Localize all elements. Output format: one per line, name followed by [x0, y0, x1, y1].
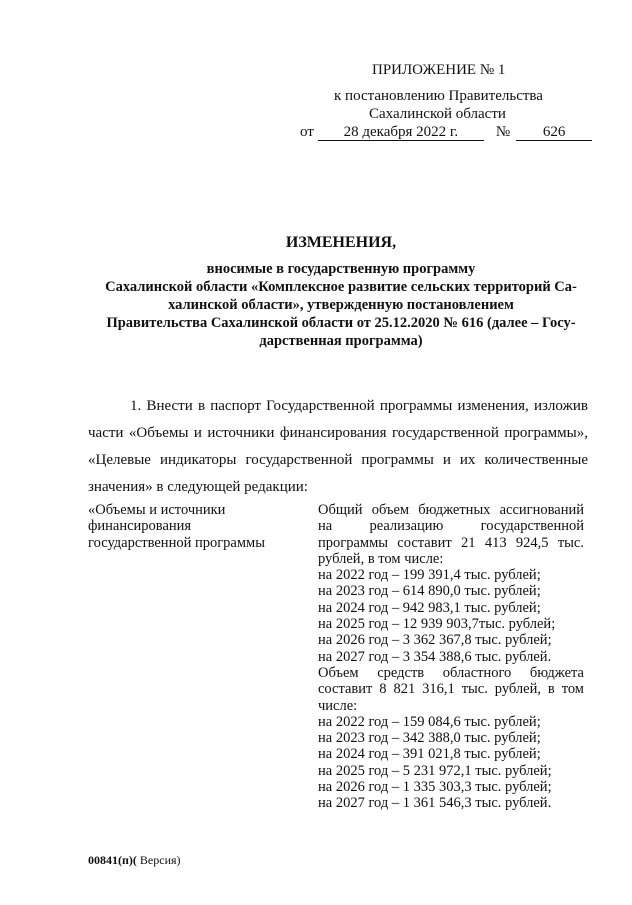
regional-intro-tail: числе:	[318, 697, 358, 714]
list-item: на 2027 год – 1 361 546,3 тыс. рублей.	[318, 795, 552, 812]
table-left-column	[88, 502, 304, 812]
left-line: финансирования	[88, 518, 192, 535]
regional-by-year-list	[318, 714, 584, 812]
appendix-subtitle-line-1: к постановлению Правительства	[334, 88, 543, 104]
regional-intro-line: составит 8 821 316,1 тыс. рублей, в том	[318, 681, 584, 698]
list-item: на 2022 год – 199 391,4 тыс. рублей;	[318, 567, 541, 584]
regional-intro-line: Объем средств областного бюджета	[318, 664, 584, 681]
title-subtitle	[88, 260, 594, 350]
appendix-subtitle-line-2: Сахалинской области	[369, 106, 506, 122]
total-by-year-list	[318, 567, 584, 665]
number-label: №	[495, 124, 511, 140]
left-line: государственной программы	[88, 534, 265, 551]
list-item: на 2027 год – 3 354 388,6 тыс. рублей.	[318, 648, 552, 665]
list-item: на 2022 год – 159 084,6 тыс. рублей;	[318, 713, 541, 730]
list-item: на 2025 год – 5 231 972,1 тыс. рублей;	[318, 762, 552, 779]
footer-version: Версия)	[136, 853, 181, 867]
decree-date: 28 декабря 2022 г.	[318, 124, 484, 141]
total-intro-tail: рублей, в том числе:	[318, 550, 444, 567]
paragraph-text: 1. Внести в паспорт Государственной программы изменения, изложив части «Объемы и источники финансирования государственной программы», «Целевые индикаторы государственной программы и их количественные значения» в следующей редакции:	[88, 398, 588, 495]
list-item: на 2024 год – 942 983,1 тыс. рублей;	[318, 599, 541, 616]
title-line: халинской области», утвержденную постановлением	[168, 297, 514, 313]
list-item: на 2025 год – 12 939 903,7тыс. рублей;	[318, 616, 556, 633]
body-paragraph	[88, 393, 588, 501]
decree-number: 626	[516, 124, 592, 141]
title-line: Правительства Сахалинской области от 25.12.2020 № 616 (далее – Госу-	[106, 315, 576, 331]
title-line: вносимые в государственную программу	[206, 261, 476, 277]
list-item: на 2026 год – 3 362 367,8 тыс. рублей;	[318, 632, 552, 649]
total-intro-line: программы составит 21 413 924,5 тыс.	[318, 534, 584, 551]
total-intro-line: Общий объем бюджетных ассигнований	[318, 502, 584, 518]
document-footer	[88, 853, 181, 868]
total-intro-line: на реализацию государственной	[318, 518, 584, 535]
list-item: на 2023 год – 614 890,0 тыс. рублей;	[318, 583, 541, 600]
title-line: Сахалинской области «Комплексное развитие сельских территорий Са-	[105, 279, 577, 295]
decree-reference	[300, 124, 592, 141]
document-title	[88, 234, 594, 350]
title-heading: ИЗМЕНЕНИЯ,	[285, 234, 397, 251]
appendix-title: ПРИЛОЖЕНИЕ № 1	[372, 62, 506, 78]
left-line: «Объемы и источники	[88, 502, 226, 518]
table-right-column	[318, 502, 584, 812]
financing-table	[88, 502, 588, 812]
list-item: на 2024 год – 391 021,8 тыс. рублей;	[318, 746, 541, 763]
list-item: на 2026 год – 1 335 303,3 тыс. рублей;	[318, 779, 552, 796]
from-label: от	[300, 124, 314, 140]
total-intro	[318, 502, 584, 567]
footer-code: 00841(п)(	[88, 853, 137, 867]
title-line: дарственная программа)	[259, 333, 423, 349]
regional-intro	[318, 665, 584, 714]
list-item: на 2023 год – 342 388,0 тыс. рублей;	[318, 730, 541, 747]
